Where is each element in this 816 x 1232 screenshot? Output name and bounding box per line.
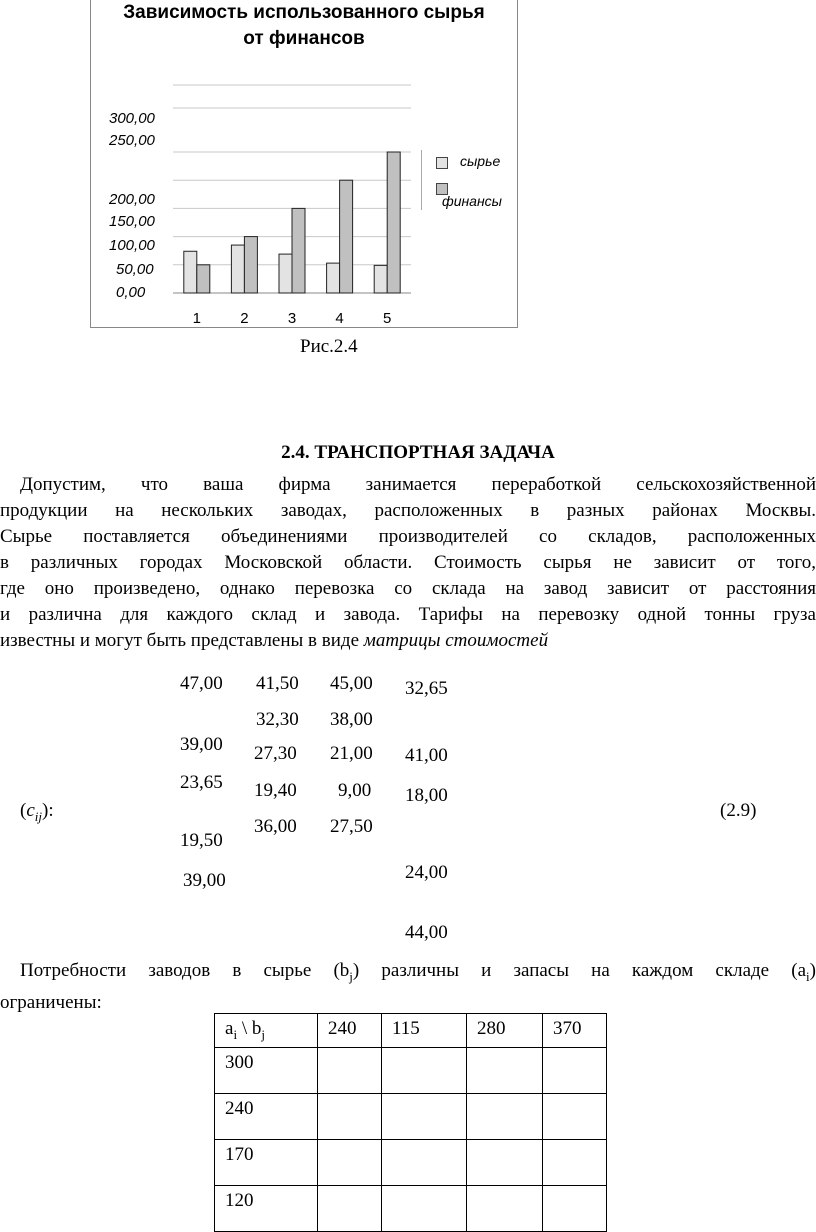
table-cell <box>467 1047 543 1093</box>
para-line: Сырье поставляется объединениями производителей со складов, расположенных <box>0 526 816 547</box>
table-row <box>215 1185 607 1231</box>
para-text: известны и могут быть представлены в виде <box>0 630 364 651</box>
table-cell <box>318 1139 382 1185</box>
equation-number: (2.9) <box>720 800 757 821</box>
matrix-label: $(c_{ij})$: <box>20 800 54 824</box>
y-tick-label: 300,00 <box>109 110 155 127</box>
matrix-cell: 27,50 <box>330 816 373 837</box>
supply-cell: 300 <box>215 1047 318 1093</box>
y-tick-label: 200,00 <box>109 191 155 208</box>
para-line: Допустим, что ваша фирма занимается переработкой сельскохозяйственной <box>20 474 816 495</box>
matrix-cell: 32,30 <box>256 709 299 730</box>
matrix-cell: 18,00 <box>405 785 448 806</box>
x-tick-label: 4 <box>335 310 344 327</box>
needs-line-1: Потребности заводов в сырье $(b_j)$ различны и запасы на каждом складе $(a_i)$ <box>20 960 816 984</box>
matrix-cell: 38,00 <box>330 709 373 730</box>
figure-caption: Рис.2.4 <box>300 336 358 357</box>
table-cell <box>382 1047 467 1093</box>
bar-finance-5 <box>387 152 400 293</box>
table-cell <box>467 1185 543 1231</box>
table-cell <box>318 1185 382 1231</box>
matrix-cell: 47,00 <box>180 673 223 694</box>
table-cell <box>318 1047 382 1093</box>
y-tick-label: 50,00 <box>116 261 154 278</box>
intro-paragraph <box>0 472 816 654</box>
table-cell <box>543 1093 607 1139</box>
table-cell <box>543 1139 607 1185</box>
matrix-cell: 27,30 <box>254 743 297 764</box>
legend-swatch <box>436 157 448 169</box>
table-cell <box>467 1139 543 1185</box>
y-tick-label: 100,00 <box>109 237 155 254</box>
table-corner-cell: $a_i$ \ $b_j$ <box>215 1014 318 1048</box>
matrix-cell: 44,00 <box>405 922 448 943</box>
para-line: где оно произведено, однако перевозка со склада на завод зависит от расстояния <box>0 578 816 599</box>
table-row <box>215 1093 607 1139</box>
matrix-cell: 21,00 <box>330 743 373 764</box>
bar-raw-2 <box>231 245 244 293</box>
y-tick-label: 0,00 <box>116 284 146 301</box>
x-tick-label: 3 <box>287 310 297 327</box>
chart <box>90 0 518 328</box>
matrix-cell: 39,00 <box>183 870 226 891</box>
supply-cell: 240 <box>215 1093 318 1139</box>
legend-label: сырье <box>460 153 501 169</box>
table-row <box>215 1139 607 1185</box>
matrix-cell: 23,65 <box>180 772 223 793</box>
chart-title-line-1: Зависимость использованного сырья <box>123 2 485 23</box>
table-cell <box>382 1093 467 1139</box>
bar-raw-5 <box>374 265 387 293</box>
supply-cell: 120 <box>215 1185 318 1231</box>
matrix-cell: 9,00 <box>338 780 372 801</box>
demand-cell: 370 <box>543 1014 607 1048</box>
table-cell <box>382 1185 467 1231</box>
legend-label: финансы <box>442 193 502 209</box>
x-tick-label: 5 <box>383 310 392 327</box>
matrix-cell: 41,50 <box>256 673 299 694</box>
x-tick-label: 2 <box>240 310 249 327</box>
needs-paragraph <box>0 958 816 1016</box>
matrix-cell: 19,40 <box>254 780 297 801</box>
bar-finance-4 <box>340 180 353 293</box>
section-heading: 2.4. ТРАНСПОРТНАЯ ЗАДАЧА <box>281 442 555 463</box>
needs-line-2: ограничены: <box>0 991 102 1013</box>
table-header-row <box>215 1014 607 1048</box>
table-row <box>215 1047 607 1093</box>
bar-raw-1 <box>184 251 197 293</box>
matrix-cell: 19,50 <box>180 830 223 851</box>
para-italic: матрицы стоимостей <box>363 630 549 651</box>
y-tick-label: 250,00 <box>109 132 155 149</box>
table-cell <box>318 1093 382 1139</box>
chart-title-line-2: от финансов <box>243 28 365 49</box>
para-line: и различна для каждого склад и завода. Тарифы на перевозку одной тонны груза <box>0 604 816 625</box>
matrix-cell: 24,00 <box>405 862 448 883</box>
table-cell <box>467 1093 543 1139</box>
matrix-cell: 39,00 <box>180 734 223 755</box>
para-line: в различных городах Московской области. Стоимость сырья не зависит от того, <box>0 552 816 573</box>
bar-finance-1 <box>197 265 210 293</box>
para-line-last <box>0 628 816 654</box>
table-cell <box>382 1139 467 1185</box>
table-cell <box>543 1185 607 1231</box>
matrix-cell: 45,00 <box>330 673 373 694</box>
bar-finance-3 <box>292 208 305 293</box>
y-tick-label: 150,00 <box>109 213 155 230</box>
demand-cell: 280 <box>467 1014 543 1048</box>
matrix-cell: 32,65 <box>405 678 448 699</box>
bar-raw-4 <box>327 263 340 293</box>
supply-cell: 170 <box>215 1139 318 1185</box>
para-line: продукции на нескольких заводах, расположенных в разных районах Москвы. <box>0 500 816 521</box>
x-tick-label: 1 <box>192 310 201 327</box>
supply-demand-table <box>214 1013 607 1232</box>
chart-legend <box>421 150 522 210</box>
bar-finance-2 <box>244 237 257 293</box>
bar-raw-3 <box>279 254 292 293</box>
table-cell <box>543 1047 607 1093</box>
demand-cell: 115 <box>382 1014 467 1048</box>
matrix-cell: 41,00 <box>405 745 448 766</box>
matrix-cell: 36,00 <box>254 816 297 837</box>
demand-cell: 240 <box>318 1014 382 1048</box>
